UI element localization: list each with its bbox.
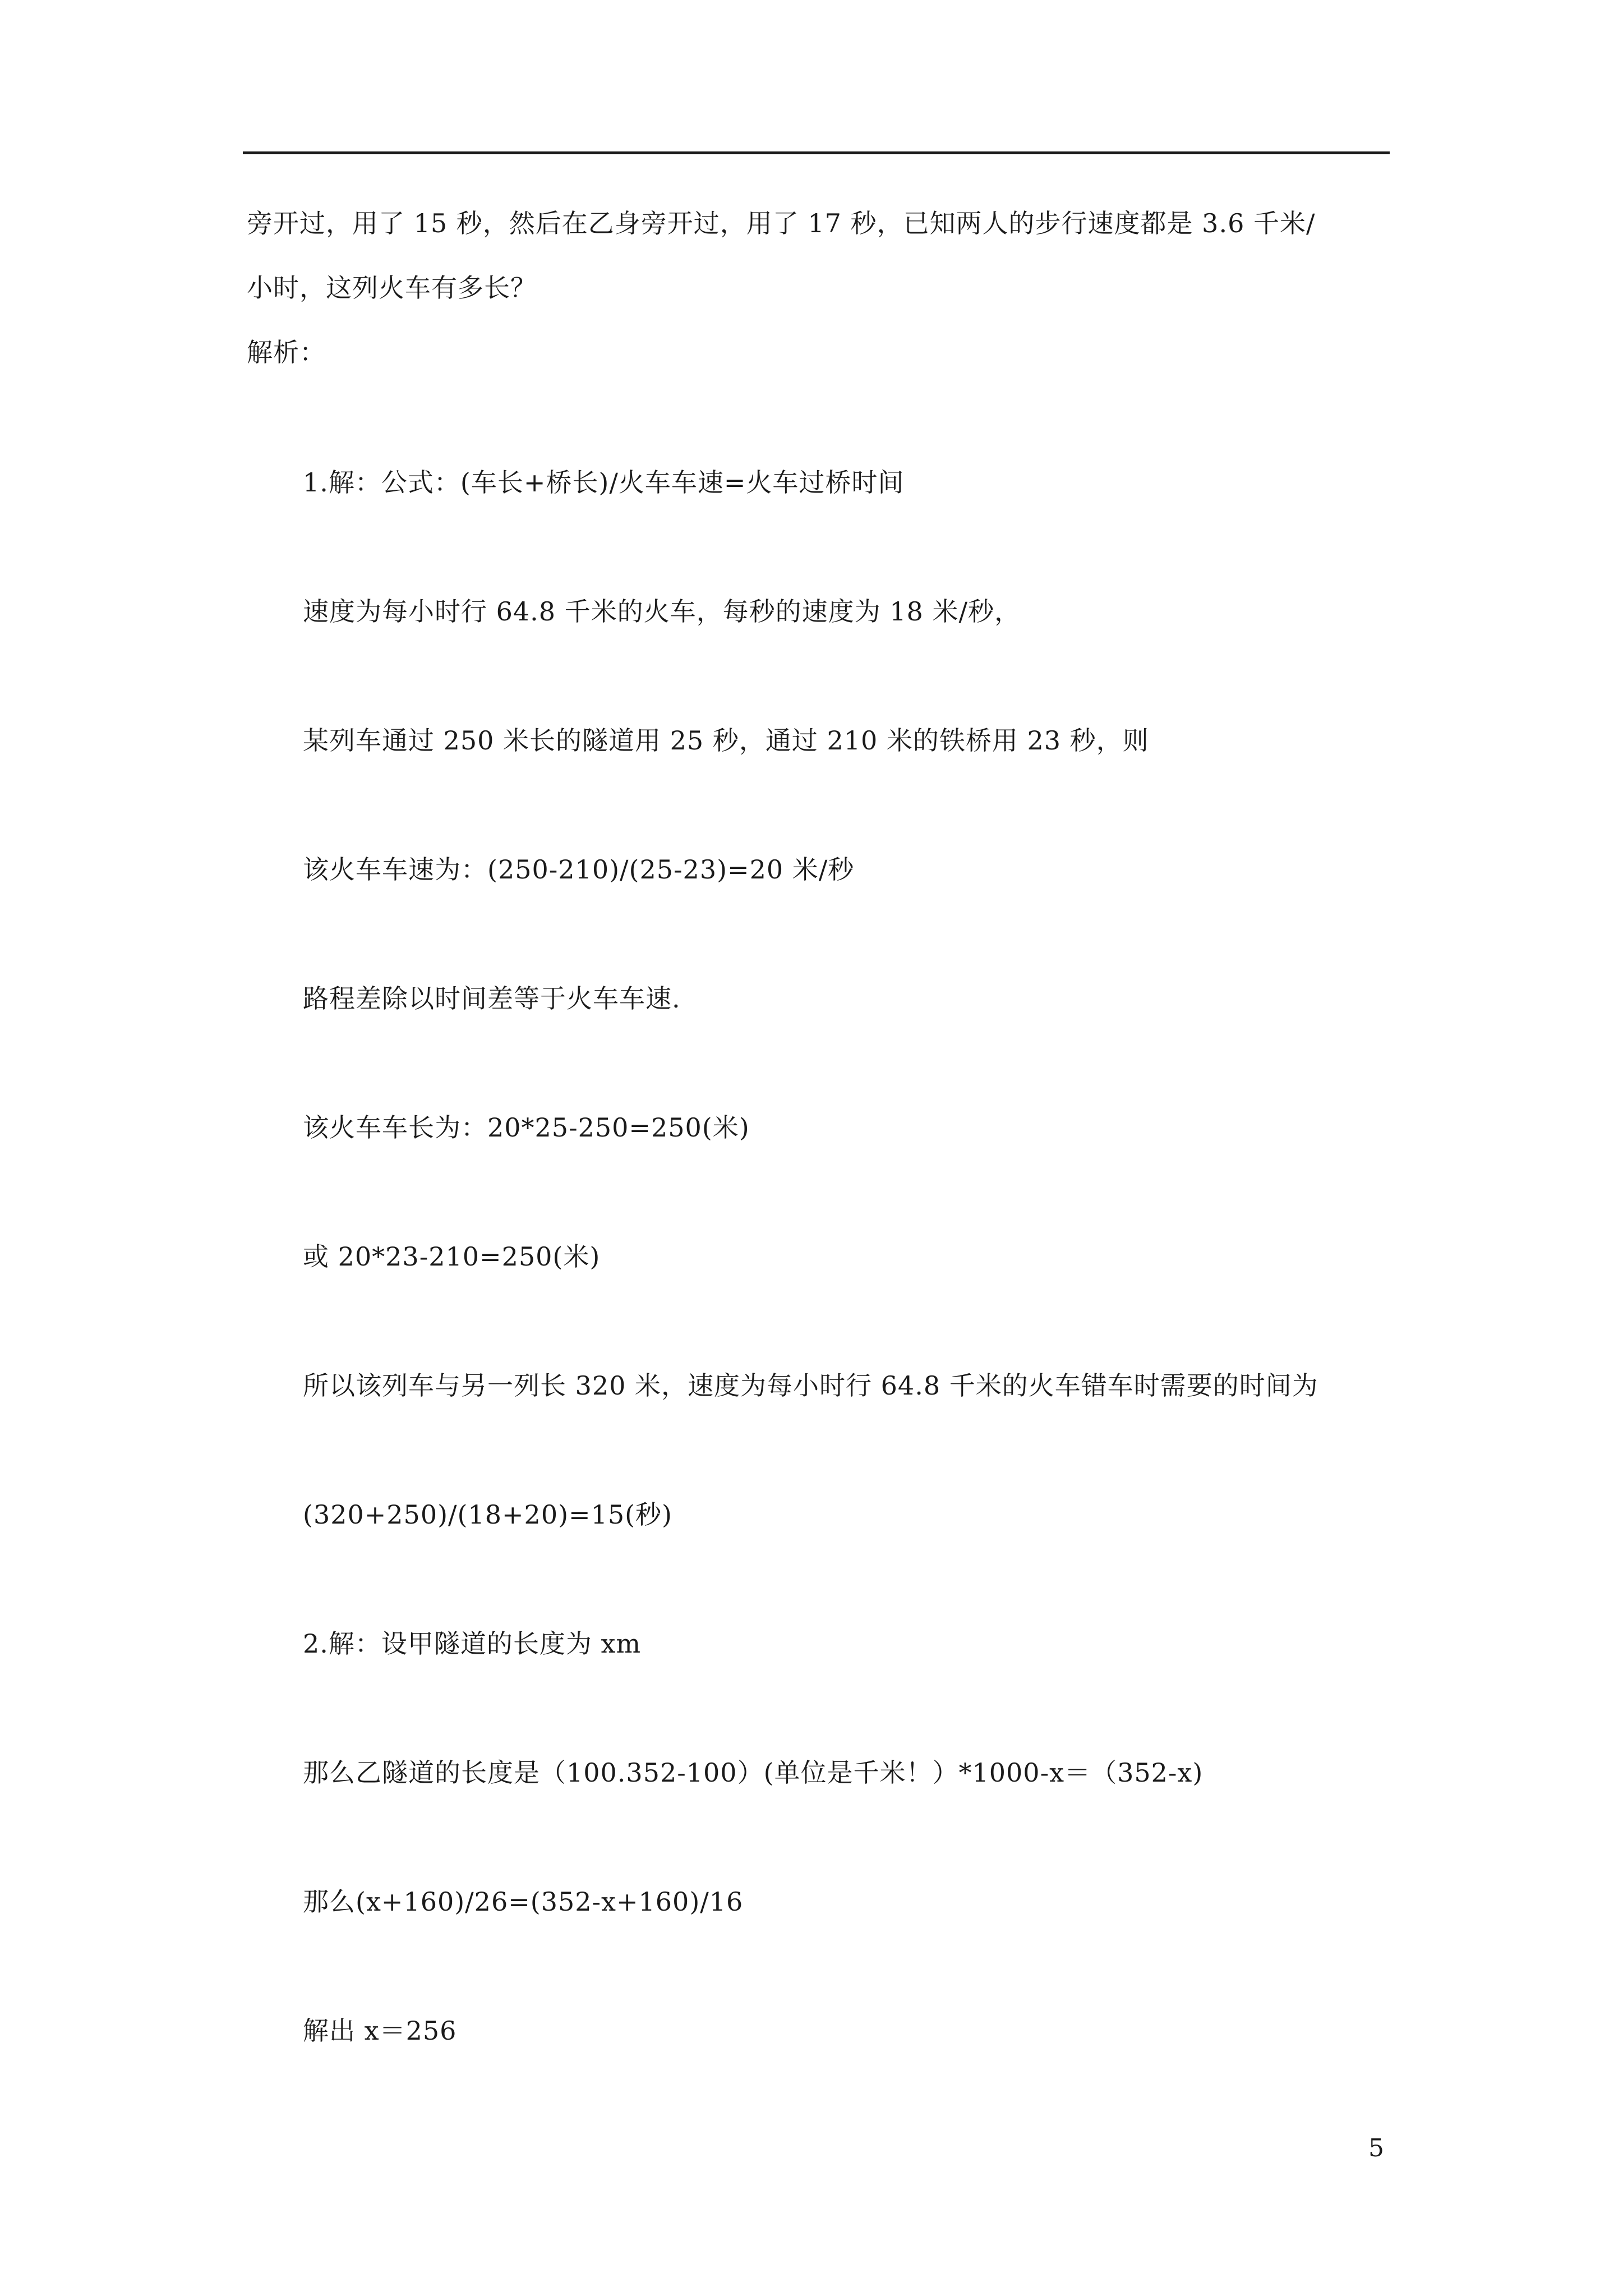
page-number: 5 <box>1368 2134 1384 2162</box>
header-rule <box>243 151 1390 154</box>
solution-line-1: 1.解：公式：(车长+桥长)/火车车速=火车过桥时间 <box>303 467 905 498</box>
solution-line-6: 该火车车长为：20*25-250=250(米) <box>303 1112 750 1143</box>
solution-line-11: 那么乙隧道的长度是（100.352-100）(单位是千米！）*1000-x＝（352-x) <box>303 1757 1204 1788</box>
intro-line-2: 小时，这列火车有多长？ <box>247 273 537 303</box>
analysis-heading: 解析： <box>247 337 326 367</box>
solution-line-3: 某列车通过 250 米长的隧道用 25 秒，通过 210 米的铁桥用 23 秒，则 <box>303 725 1149 756</box>
solution-line-2: 速度为每小时行 64.8 千米的火车，每秒的速度为 18 米/秒， <box>303 596 1021 627</box>
solution-line-9: (320+250)/(18+20)=15(秒) <box>303 1499 673 1530</box>
intro-line-1: 旁开过，用了 15 秒，然后在乙身旁开过，用了 17 秒，已知两人的步行速度都是 3.6 千米/ <box>247 208 1316 238</box>
solution-line-8: 所以该列车与另一列长 320 米，速度为每小时行 64.8 千米的火车错车时需要的时间为 <box>303 1370 1318 1401</box>
solution-line-12: 那么(x+160)/26=(352-x+160)/16 <box>303 1887 744 1917</box>
solution-line-4: 该火车车速为：(250-210)/(25-23)=20 米/秒 <box>303 854 855 885</box>
solution-line-5: 路程差除以时间差等于火车车速. <box>303 983 681 1014</box>
solution-line-7: 或 20*23-210=250(米) <box>303 1241 601 1272</box>
solution-line-13: 解出 x＝256 <box>303 2016 457 2046</box>
solution-line-10: 2.解：设甲隧道的长度为 xm <box>303 1628 642 1659</box>
